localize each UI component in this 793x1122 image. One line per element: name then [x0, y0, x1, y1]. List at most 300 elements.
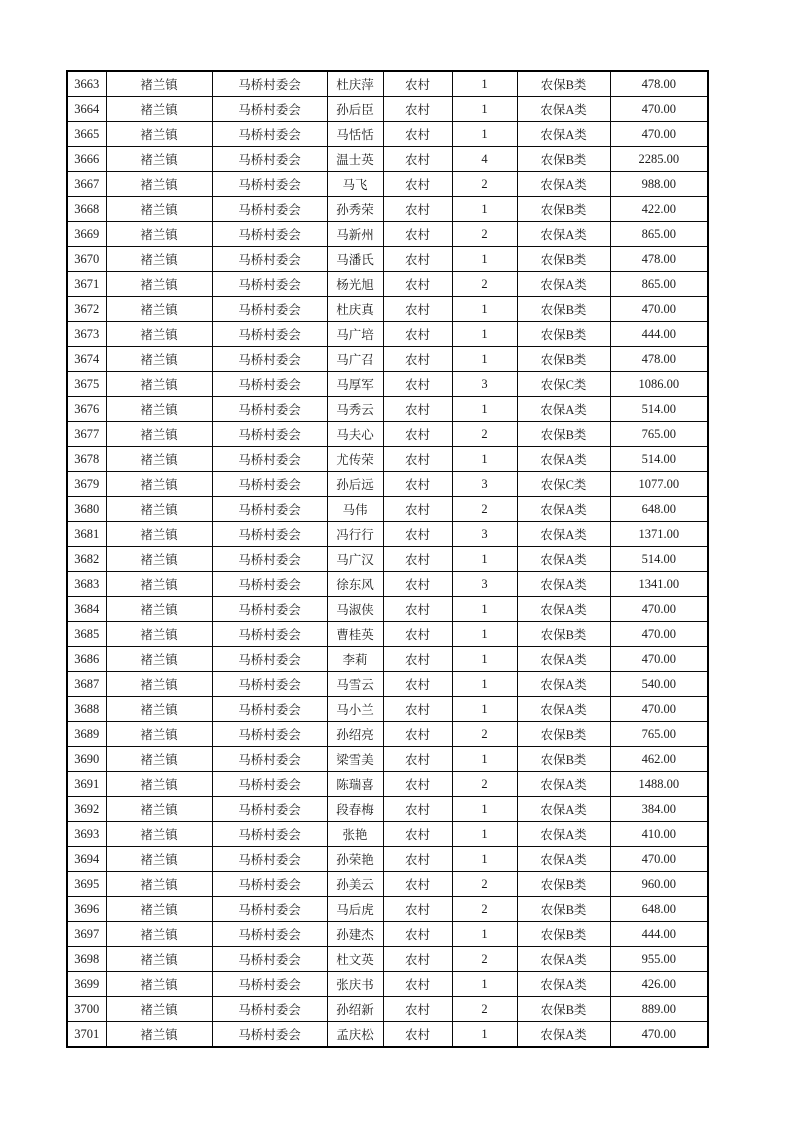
cell-serial-number: 3678	[67, 447, 106, 472]
cell-residence-type: 农村	[383, 472, 452, 497]
cell-town: 褚兰镇	[106, 722, 212, 747]
cell-insurance-category: 农保B类	[517, 897, 610, 922]
cell-insurance-category: 农保B类	[517, 422, 610, 447]
cell-town: 褚兰镇	[106, 572, 212, 597]
table-row	[67, 247, 708, 272]
cell-village-committee: 马桥村委会	[212, 522, 327, 547]
table-row	[67, 71, 708, 97]
cell-residence-type: 农村	[383, 972, 452, 997]
cell-serial-number: 3668	[67, 197, 106, 222]
table-row	[67, 872, 708, 897]
cell-insurance-category: 农保A类	[517, 1022, 610, 1048]
cell-residence-type: 农村	[383, 522, 452, 547]
cell-residence-type: 农村	[383, 122, 452, 147]
cell-person-name: 马夫心	[327, 422, 383, 447]
cell-insurance-category: 农保B类	[517, 347, 610, 372]
cell-residence-type: 农村	[383, 71, 452, 97]
cell-person-name: 梁雪美	[327, 747, 383, 772]
cell-person-name: 马伟	[327, 497, 383, 522]
cell-serial-number: 3683	[67, 572, 106, 597]
cell-town: 褚兰镇	[106, 997, 212, 1022]
cell-insurance-category: 农保A类	[517, 822, 610, 847]
cell-person-count: 2	[452, 497, 517, 522]
cell-residence-type: 农村	[383, 597, 452, 622]
cell-insurance-category: 农保B类	[517, 247, 610, 272]
cell-person-name: 马秀云	[327, 397, 383, 422]
cell-amount: 648.00	[610, 497, 708, 522]
table-row	[67, 747, 708, 772]
cell-village-committee: 马桥村委会	[212, 797, 327, 822]
cell-residence-type: 农村	[383, 322, 452, 347]
cell-person-count: 1	[452, 822, 517, 847]
cell-serial-number: 3694	[67, 847, 106, 872]
cell-insurance-category: 农保A类	[517, 697, 610, 722]
cell-person-count: 4	[452, 147, 517, 172]
cell-village-committee: 马桥村委会	[212, 297, 327, 322]
cell-amount: 865.00	[610, 272, 708, 297]
cell-person-count: 3	[452, 572, 517, 597]
cell-insurance-category: 农保B类	[517, 747, 610, 772]
cell-insurance-category: 农保B类	[517, 622, 610, 647]
cell-person-name: 孟庆松	[327, 1022, 383, 1048]
cell-person-count: 1	[452, 347, 517, 372]
cell-serial-number: 3666	[67, 147, 106, 172]
cell-town: 褚兰镇	[106, 747, 212, 772]
cell-town: 褚兰镇	[106, 597, 212, 622]
cell-person-count: 1	[452, 397, 517, 422]
cell-amount: 988.00	[610, 172, 708, 197]
cell-insurance-category: 农保A类	[517, 597, 610, 622]
cell-town: 褚兰镇	[106, 97, 212, 122]
table-row	[67, 172, 708, 197]
cell-amount: 444.00	[610, 922, 708, 947]
cell-village-committee: 马桥村委会	[212, 972, 327, 997]
cell-person-name: 孙后臣	[327, 97, 383, 122]
table-row	[67, 397, 708, 422]
cell-serial-number: 3698	[67, 947, 106, 972]
cell-village-committee: 马桥村委会	[212, 122, 327, 147]
cell-residence-type: 农村	[383, 272, 452, 297]
cell-town: 褚兰镇	[106, 847, 212, 872]
cell-serial-number: 3667	[67, 172, 106, 197]
cell-serial-number: 3693	[67, 822, 106, 847]
cell-insurance-category: 农保A类	[517, 647, 610, 672]
cell-serial-number: 3691	[67, 772, 106, 797]
cell-residence-type: 农村	[383, 772, 452, 797]
cell-village-committee: 马桥村委会	[212, 672, 327, 697]
cell-residence-type: 农村	[383, 572, 452, 597]
cell-amount: 865.00	[610, 222, 708, 247]
cell-insurance-category: 农保A类	[517, 397, 610, 422]
cell-person-name: 温士英	[327, 147, 383, 172]
cell-person-count: 1	[452, 847, 517, 872]
cell-village-committee: 马桥村委会	[212, 272, 327, 297]
cell-town: 褚兰镇	[106, 172, 212, 197]
cell-amount: 1488.00	[610, 772, 708, 797]
cell-town: 褚兰镇	[106, 247, 212, 272]
cell-person-count: 2	[452, 222, 517, 247]
cell-residence-type: 农村	[383, 897, 452, 922]
cell-village-committee: 马桥村委会	[212, 897, 327, 922]
cell-person-count: 1	[452, 247, 517, 272]
cell-insurance-category: 农保B类	[517, 297, 610, 322]
cell-person-name: 马新州	[327, 222, 383, 247]
table-row	[67, 197, 708, 222]
cell-person-count: 1	[452, 71, 517, 97]
cell-person-name: 马后虎	[327, 897, 383, 922]
cell-person-name: 陈瑞喜	[327, 772, 383, 797]
cell-serial-number: 3671	[67, 272, 106, 297]
cell-insurance-category: 农保A类	[517, 972, 610, 997]
cell-town: 褚兰镇	[106, 672, 212, 697]
cell-town: 褚兰镇	[106, 297, 212, 322]
table-row	[67, 822, 708, 847]
table-row	[67, 122, 708, 147]
cell-residence-type: 农村	[383, 997, 452, 1022]
cell-person-name: 马潘氏	[327, 247, 383, 272]
cell-amount: 426.00	[610, 972, 708, 997]
cell-person-count: 1	[452, 797, 517, 822]
cell-amount: 514.00	[610, 447, 708, 472]
cell-amount: 470.00	[610, 297, 708, 322]
cell-serial-number: 3697	[67, 922, 106, 947]
cell-person-name: 杜庆萍	[327, 71, 383, 97]
cell-town: 褚兰镇	[106, 447, 212, 472]
table-row	[67, 422, 708, 447]
cell-person-name: 马小兰	[327, 697, 383, 722]
cell-serial-number: 3675	[67, 372, 106, 397]
cell-person-count: 1	[452, 97, 517, 122]
cell-village-committee: 马桥村委会	[212, 372, 327, 397]
cell-town: 褚兰镇	[106, 222, 212, 247]
cell-person-name: 杜庆真	[327, 297, 383, 322]
table-row	[67, 522, 708, 547]
cell-serial-number: 3686	[67, 647, 106, 672]
table-row	[67, 622, 708, 647]
payment-table-body	[67, 71, 708, 1047]
cell-insurance-category: 农保A类	[517, 947, 610, 972]
cell-village-committee: 马桥村委会	[212, 497, 327, 522]
cell-person-name: 张艳	[327, 822, 383, 847]
cell-serial-number: 3665	[67, 122, 106, 147]
cell-amount: 470.00	[610, 97, 708, 122]
cell-person-name: 曹桂英	[327, 622, 383, 647]
cell-residence-type: 农村	[383, 922, 452, 947]
cell-person-count: 1	[452, 122, 517, 147]
cell-amount: 514.00	[610, 397, 708, 422]
cell-amount: 478.00	[610, 347, 708, 372]
cell-residence-type: 农村	[383, 722, 452, 747]
cell-town: 褚兰镇	[106, 547, 212, 572]
table-row	[67, 947, 708, 972]
cell-insurance-category: 农保C类	[517, 372, 610, 397]
cell-amount: 765.00	[610, 722, 708, 747]
cell-person-count: 2	[452, 172, 517, 197]
cell-person-name: 孙美云	[327, 872, 383, 897]
cell-person-name: 段春梅	[327, 797, 383, 822]
cell-village-committee: 马桥村委会	[212, 922, 327, 947]
cell-village-committee: 马桥村委会	[212, 747, 327, 772]
cell-town: 褚兰镇	[106, 397, 212, 422]
cell-serial-number: 3687	[67, 672, 106, 697]
cell-village-committee: 马桥村委会	[212, 872, 327, 897]
cell-person-name: 杜文英	[327, 947, 383, 972]
cell-residence-type: 农村	[383, 297, 452, 322]
cell-serial-number: 3692	[67, 797, 106, 822]
cell-insurance-category: 农保A类	[517, 572, 610, 597]
cell-village-committee: 马桥村委会	[212, 772, 327, 797]
cell-insurance-category: 农保A类	[517, 672, 610, 697]
cell-insurance-category: 农保A类	[517, 847, 610, 872]
cell-town: 褚兰镇	[106, 422, 212, 447]
cell-village-committee: 马桥村委会	[212, 697, 327, 722]
cell-person-name: 马雪云	[327, 672, 383, 697]
cell-amount: 470.00	[610, 597, 708, 622]
cell-village-committee: 马桥村委会	[212, 472, 327, 497]
table-row	[67, 972, 708, 997]
cell-amount: 478.00	[610, 71, 708, 97]
cell-village-committee: 马桥村委会	[212, 97, 327, 122]
cell-amount: 765.00	[610, 422, 708, 447]
cell-amount: 540.00	[610, 672, 708, 697]
cell-town: 褚兰镇	[106, 947, 212, 972]
cell-residence-type: 农村	[383, 872, 452, 897]
cell-serial-number: 3700	[67, 997, 106, 1022]
cell-town: 褚兰镇	[106, 622, 212, 647]
cell-amount: 470.00	[610, 1022, 708, 1048]
cell-amount: 1371.00	[610, 522, 708, 547]
table-row	[67, 472, 708, 497]
table-row	[67, 97, 708, 122]
cell-person-count: 1	[452, 322, 517, 347]
cell-insurance-category: 农保A类	[517, 497, 610, 522]
cell-residence-type: 农村	[383, 497, 452, 522]
cell-town: 褚兰镇	[106, 922, 212, 947]
cell-serial-number: 3674	[67, 347, 106, 372]
cell-serial-number: 3663	[67, 71, 106, 97]
cell-amount: 514.00	[610, 547, 708, 572]
cell-insurance-category: 农保B类	[517, 997, 610, 1022]
cell-insurance-category: 农保A类	[517, 97, 610, 122]
cell-town: 褚兰镇	[106, 272, 212, 297]
cell-serial-number: 3688	[67, 697, 106, 722]
table-row	[67, 997, 708, 1022]
table-row	[67, 497, 708, 522]
cell-serial-number: 3682	[67, 547, 106, 572]
table-row	[67, 1022, 708, 1048]
cell-insurance-category: 农保A类	[517, 172, 610, 197]
cell-serial-number: 3690	[67, 747, 106, 772]
table-row	[67, 922, 708, 947]
cell-town: 褚兰镇	[106, 697, 212, 722]
cell-person-count: 2	[452, 722, 517, 747]
cell-serial-number: 3689	[67, 722, 106, 747]
cell-person-count: 1	[452, 447, 517, 472]
cell-village-committee: 马桥村委会	[212, 347, 327, 372]
table-row	[67, 597, 708, 622]
cell-person-count: 1	[452, 197, 517, 222]
cell-person-name: 马飞	[327, 172, 383, 197]
cell-residence-type: 农村	[383, 147, 452, 172]
cell-person-count: 1	[452, 647, 517, 672]
cell-person-count: 1	[452, 297, 517, 322]
cell-town: 褚兰镇	[106, 972, 212, 997]
table-row	[67, 697, 708, 722]
cell-person-count: 1	[452, 972, 517, 997]
cell-person-name: 孙秀荣	[327, 197, 383, 222]
cell-town: 褚兰镇	[106, 147, 212, 172]
cell-town: 褚兰镇	[106, 71, 212, 97]
cell-person-count: 2	[452, 997, 517, 1022]
cell-person-name: 冯行行	[327, 522, 383, 547]
cell-serial-number: 3676	[67, 397, 106, 422]
cell-person-count: 2	[452, 947, 517, 972]
table-row	[67, 222, 708, 247]
cell-residence-type: 农村	[383, 397, 452, 422]
cell-person-count: 2	[452, 272, 517, 297]
cell-town: 褚兰镇	[106, 1022, 212, 1048]
cell-person-count: 1	[452, 672, 517, 697]
cell-residence-type: 农村	[383, 847, 452, 872]
cell-insurance-category: 农保A类	[517, 547, 610, 572]
cell-town: 褚兰镇	[106, 372, 212, 397]
cell-village-committee: 马桥村委会	[212, 847, 327, 872]
cell-residence-type: 农村	[383, 797, 452, 822]
table-row	[67, 547, 708, 572]
cell-amount: 422.00	[610, 197, 708, 222]
table-row	[67, 722, 708, 747]
cell-amount: 648.00	[610, 897, 708, 922]
table-row	[67, 347, 708, 372]
cell-person-name: 孙绍新	[327, 997, 383, 1022]
cell-village-committee: 马桥村委会	[212, 422, 327, 447]
cell-amount: 889.00	[610, 997, 708, 1022]
table-row	[67, 772, 708, 797]
cell-village-committee: 马桥村委会	[212, 197, 327, 222]
cell-serial-number: 3677	[67, 422, 106, 447]
cell-residence-type: 农村	[383, 747, 452, 772]
cell-person-name: 马广召	[327, 347, 383, 372]
cell-village-committee: 马桥村委会	[212, 1022, 327, 1048]
cell-person-count: 1	[452, 597, 517, 622]
cell-village-committee: 马桥村委会	[212, 172, 327, 197]
table-row	[67, 647, 708, 672]
cell-insurance-category: 农保B类	[517, 322, 610, 347]
cell-amount: 410.00	[610, 822, 708, 847]
cell-person-count: 3	[452, 372, 517, 397]
cell-residence-type: 农村	[383, 647, 452, 672]
cell-amount: 478.00	[610, 247, 708, 272]
cell-residence-type: 农村	[383, 172, 452, 197]
cell-person-name: 孙荣艳	[327, 847, 383, 872]
cell-insurance-category: 农保A类	[517, 272, 610, 297]
cell-serial-number: 3681	[67, 522, 106, 547]
cell-insurance-category: 农保B类	[517, 722, 610, 747]
table-row	[67, 847, 708, 872]
cell-serial-number: 3673	[67, 322, 106, 347]
cell-person-count: 2	[452, 872, 517, 897]
cell-village-committee: 马桥村委会	[212, 322, 327, 347]
cell-village-committee: 马桥村委会	[212, 222, 327, 247]
cell-amount: 462.00	[610, 747, 708, 772]
cell-insurance-category: 农保B类	[517, 147, 610, 172]
cell-serial-number: 3680	[67, 497, 106, 522]
cell-insurance-category: 农保B类	[517, 197, 610, 222]
cell-village-committee: 马桥村委会	[212, 822, 327, 847]
cell-residence-type: 农村	[383, 197, 452, 222]
cell-amount: 384.00	[610, 797, 708, 822]
table-row	[67, 372, 708, 397]
cell-person-name: 杨光旭	[327, 272, 383, 297]
cell-residence-type: 农村	[383, 547, 452, 572]
cell-town: 褚兰镇	[106, 522, 212, 547]
cell-person-count: 3	[452, 472, 517, 497]
payment-table	[66, 70, 709, 1048]
cell-village-committee: 马桥村委会	[212, 147, 327, 172]
cell-person-count: 2	[452, 422, 517, 447]
cell-amount: 955.00	[610, 947, 708, 972]
cell-town: 褚兰镇	[106, 497, 212, 522]
cell-residence-type: 农村	[383, 697, 452, 722]
cell-town: 褚兰镇	[106, 647, 212, 672]
cell-village-committee: 马桥村委会	[212, 397, 327, 422]
cell-town: 褚兰镇	[106, 347, 212, 372]
table-row	[67, 147, 708, 172]
cell-insurance-category: 农保C类	[517, 472, 610, 497]
cell-residence-type: 农村	[383, 947, 452, 972]
cell-insurance-category: 农保A类	[517, 797, 610, 822]
table-row	[67, 797, 708, 822]
cell-village-committee: 马桥村委会	[212, 997, 327, 1022]
cell-amount: 1341.00	[610, 572, 708, 597]
cell-person-count: 2	[452, 772, 517, 797]
cell-residence-type: 农村	[383, 372, 452, 397]
cell-person-name: 徐东风	[327, 572, 383, 597]
cell-serial-number: 3669	[67, 222, 106, 247]
cell-village-committee: 马桥村委会	[212, 447, 327, 472]
cell-serial-number: 3696	[67, 897, 106, 922]
cell-insurance-category: 农保A类	[517, 522, 610, 547]
cell-residence-type: 农村	[383, 822, 452, 847]
cell-amount: 1086.00	[610, 372, 708, 397]
cell-serial-number: 3695	[67, 872, 106, 897]
cell-amount: 1077.00	[610, 472, 708, 497]
cell-amount: 470.00	[610, 122, 708, 147]
cell-person-count: 1	[452, 1022, 517, 1048]
cell-amount: 470.00	[610, 622, 708, 647]
table-row	[67, 297, 708, 322]
cell-insurance-category: 农保B类	[517, 71, 610, 97]
cell-person-name: 李莉	[327, 647, 383, 672]
cell-serial-number: 3701	[67, 1022, 106, 1048]
cell-person-count: 1	[452, 922, 517, 947]
cell-town: 褚兰镇	[106, 822, 212, 847]
cell-town: 褚兰镇	[106, 472, 212, 497]
cell-village-committee: 马桥村委会	[212, 597, 327, 622]
table-row	[67, 572, 708, 597]
cell-town: 褚兰镇	[106, 872, 212, 897]
cell-residence-type: 农村	[383, 347, 452, 372]
cell-insurance-category: 农保A类	[517, 122, 610, 147]
cell-person-name: 马广培	[327, 322, 383, 347]
cell-town: 褚兰镇	[106, 897, 212, 922]
cell-residence-type: 农村	[383, 672, 452, 697]
cell-person-count: 1	[452, 547, 517, 572]
cell-amount: 470.00	[610, 697, 708, 722]
cell-insurance-category: 农保B类	[517, 922, 610, 947]
cell-amount: 444.00	[610, 322, 708, 347]
cell-serial-number: 3699	[67, 972, 106, 997]
